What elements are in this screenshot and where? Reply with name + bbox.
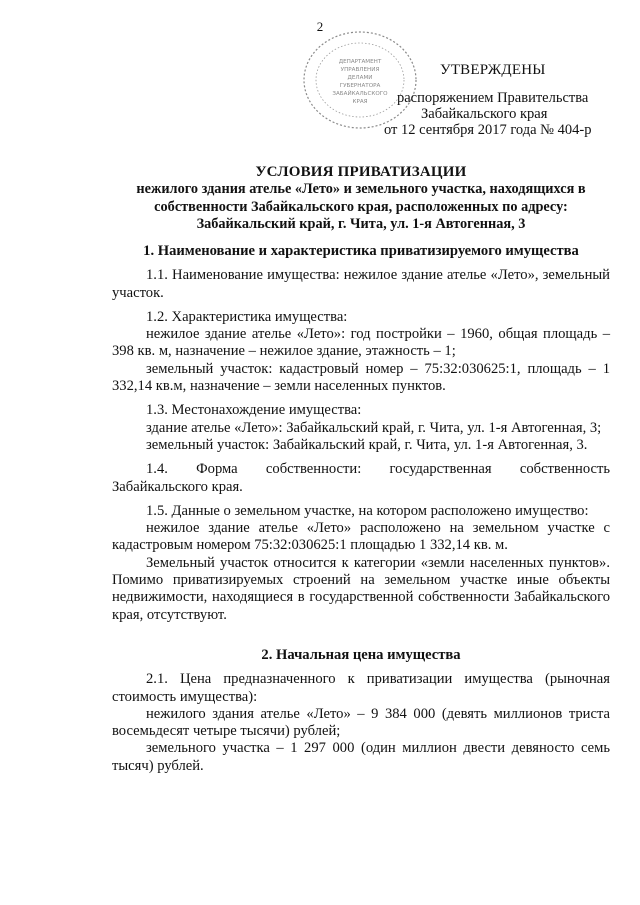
approval-line-2: Забайкальского края bbox=[421, 106, 548, 122]
paragraph-1-2-land: земельный участок: кадастровый номер – 75:32:030625:1, площадь – 1 332,14 кв.м, назначение – земли населенных пунктов. bbox=[112, 360, 610, 395]
svg-text:ДЕЛАМИ: ДЕЛАМИ bbox=[347, 75, 373, 81]
paragraph-1-2-building: нежилое здание ателье «Лето»: год постройки – 1960, общая площадь – 398 кв. м, назначение – нежилое здание, этажность – 1; bbox=[112, 326, 610, 360]
paragraph-1-3-land: земельный участок: Забайкальский край, г. Чита, ул. 1-я Автогенная, 3. bbox=[146, 436, 588, 453]
paragraph-1-5-land: Земельный участок относится к категории «земли населенных пунктов». Помимо приватизируемых строений на земельном участке иные объекты недвижимости, находящиеся в государственной собственности Забайкальского края, отсутствуют. bbox=[112, 554, 610, 623]
paragraph-1-3-building: здание ателье «Лето»: Забайкальский край, г. Чита, ул. 1-я Автогенная, 3; bbox=[146, 419, 602, 436]
paragraph-1-1: 1.1. Наименование имущества: нежилое здание ателье «Лето», земельный участок. bbox=[112, 267, 610, 301]
svg-text:ГУБЕРНАТОРА: ГУБЕРНАТОРА bbox=[339, 83, 381, 89]
paragraph-1-5-building: нежилое здание ателье «Лето» расположено на земельном участке с кадастровым номером 75:32:030625:1 площадью 1 332,14 кв. м. bbox=[112, 520, 610, 554]
svg-text:КРАЯ: КРАЯ bbox=[352, 99, 368, 105]
approved-label: УТВЕРЖДЕНЫ bbox=[440, 62, 546, 78]
section-1-heading: 1. Наименование и характеристика приватизируемого имущества bbox=[143, 243, 579, 259]
paragraph-2-1: 2.1. Цена предназначенного к приватизации имущества (рыночная стоимость имущества): bbox=[112, 671, 610, 705]
paragraph-1-2: 1.2. Характеристика имущества: bbox=[146, 308, 348, 325]
svg-text:ДЕПАРТАМЕНТ: ДЕПАРТАМЕНТ bbox=[338, 59, 382, 65]
paragraph-1-3: 1.3. Местонахождение имущества: bbox=[146, 402, 362, 419]
section-2-heading: 2. Начальная цена имущества bbox=[261, 646, 461, 663]
document-title bbox=[112, 164, 610, 234]
document-body bbox=[112, 243, 610, 775]
approval-line-3: от 12 сентября 2017 года № 404-р bbox=[384, 122, 592, 138]
paragraph-2-1-building-price: нежилого здания ателье «Лето» – 9 384 000 (девять миллионов триста восемьдесят четыре тысячи) рублей; bbox=[112, 705, 610, 740]
official-stamp-seal bbox=[300, 28, 420, 132]
page-number: 2 bbox=[316, 19, 324, 34]
title-line-3: Забайкальский край, г. Чита, ул. 1-я Автогенная, 3 bbox=[196, 216, 526, 232]
approval-line-1: распоряжением Правительства bbox=[397, 90, 589, 106]
paragraph-1-4: 1.4. Форма собственности: государственная собственность Забайкальского края. bbox=[112, 461, 610, 495]
paragraph-1-5: 1.5. Данные о земельном участке, на котором расположено имущество: bbox=[146, 502, 589, 519]
svg-text:УПРАВЛЕНИЯ: УПРАВЛЕНИЯ bbox=[340, 67, 380, 73]
paragraph-2-1-land-price: земельного участка – 1 297 000 (один миллион двести девяносто семь тысяч) рублей. bbox=[112, 740, 610, 774]
title-line-2: собственности Забайкальского края, расположенных по адресу: bbox=[154, 198, 568, 215]
title-line-1: нежилого здания ателье «Лето» и земельного участка, находящихся в bbox=[136, 181, 586, 197]
svg-text:ЗАБАЙКАЛЬСКОГО: ЗАБАЙКАЛЬСКОГО bbox=[332, 91, 388, 97]
title-main: УСЛОВИЯ ПРИВАТИЗАЦИИ bbox=[255, 164, 467, 180]
